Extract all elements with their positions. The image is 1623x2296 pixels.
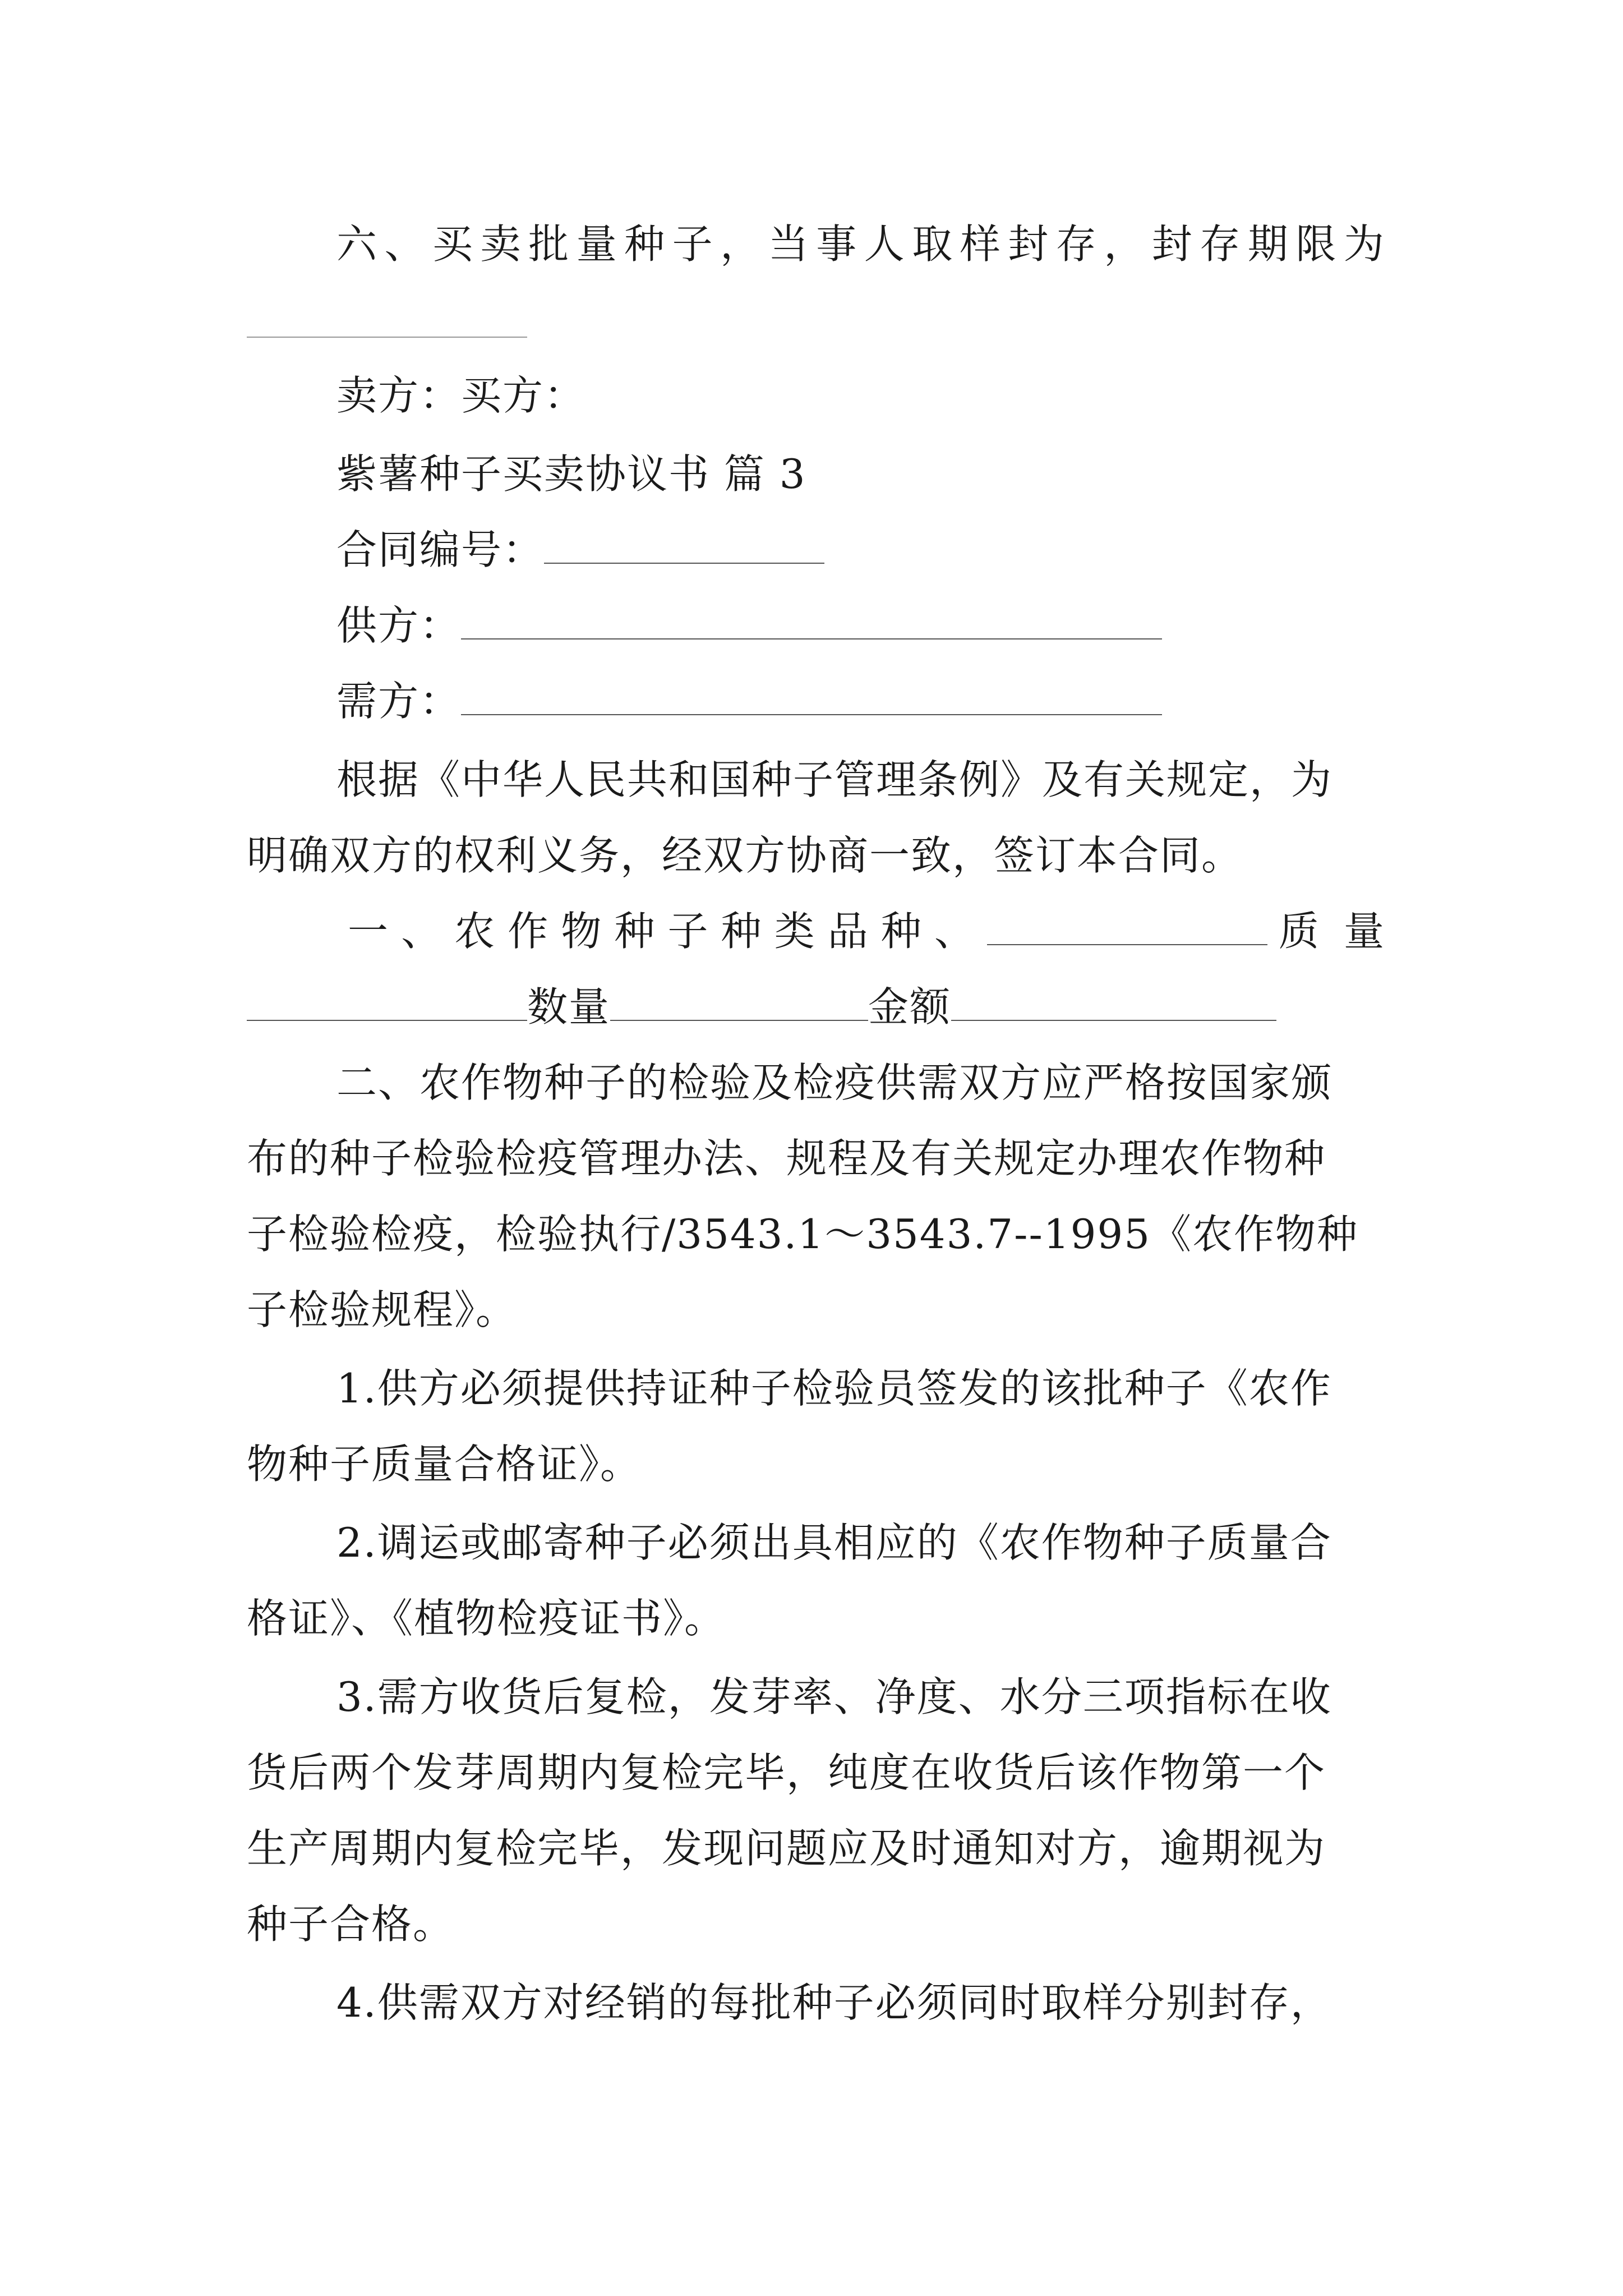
item-two-line-2: 布的种子检验检疫管理办法、规程及有关规定办理农作物种 — [247, 1135, 1326, 1182]
point-three-line-2: 货后两个发芽周期内复检完毕，纯度在收货后该作物第一个 — [247, 1749, 1326, 1796]
basis-paragraph-line-1: 根据《中华人民共和国种子管理条例》及有关规定，为 — [336, 756, 1333, 803]
item-one-char: 品 — [827, 908, 869, 955]
point-four-line-1: 4.供需双方对经销的每批种子必须同时取样分别封存， — [336, 1979, 1332, 2026]
contract-number-blank[interactable] — [544, 522, 824, 564]
clause-six-char: 子 — [672, 220, 714, 268]
point-three-line-1: 3.需方收货后复检，发芽率、净度、水分三项指标在收 — [336, 1673, 1332, 1720]
quality-char: 质 — [1279, 908, 1321, 955]
item-one-text — [348, 903, 976, 959]
clause-six-char: 存 — [1200, 220, 1242, 268]
item-one-char: 一 — [348, 908, 390, 955]
item-one-char: 种 — [721, 908, 763, 955]
quality-blank[interactable] — [247, 979, 527, 1021]
seller-buyer-line: 卖方：买方： — [336, 372, 586, 419]
point-two-line-2: 格证》、《植物检疫证书》。 — [247, 1595, 726, 1642]
clause-six-char: 存 — [1055, 220, 1098, 268]
item-two-line-1: 二、农作物种子的检验及检疫供需双方应严格按国家颁 — [336, 1059, 1333, 1106]
section-title: 紫薯种子买卖协议书 篇 3 — [336, 450, 806, 498]
item-one-char: 子 — [667, 908, 709, 955]
clause-six-char: 买 — [432, 220, 474, 268]
quality-char: 量 — [1343, 908, 1385, 955]
clause-six-char: 卖 — [480, 220, 522, 268]
point-one-line-2: 物种子质量合格证》。 — [247, 1441, 642, 1488]
amount-blank[interactable] — [951, 979, 1276, 1021]
clause-six-char: 取 — [912, 220, 954, 268]
item-two-line-3: 子检验检疫，检验执行/3543.1～3543.7--1995《农作物种 — [247, 1211, 1359, 1258]
contract-number-line — [336, 522, 1385, 578]
item-one-line-1 — [348, 903, 1385, 959]
supplier-label: 供方： — [336, 602, 462, 649]
item-one-char: 物 — [561, 908, 603, 955]
point-two-line-1: 2.调运或邮寄种子必须出具相应的《农作物种子质量合 — [336, 1519, 1332, 1566]
seal-period-blank — [247, 337, 527, 338]
item-one-variety-blank[interactable] — [987, 904, 1267, 945]
buyer-label: 需方： — [336, 678, 462, 725]
contract-number-label: 合同编号： — [336, 526, 545, 573]
clause-six-char: 量 — [576, 220, 618, 268]
item-one-char: 农 — [454, 908, 496, 955]
clause-six-char: ， — [1104, 220, 1146, 268]
clause-six-char: 封 — [1151, 220, 1193, 268]
point-three-line-3: 生产周期内复检完毕，发现问题应及时通知对方，逾期视为 — [247, 1825, 1326, 1872]
quality-label — [1279, 903, 1385, 959]
clause-six-char: ， — [720, 220, 762, 268]
item-one-char: 种 — [614, 908, 656, 955]
point-one-line-1: 1.供方必须提供持证种子检验员签发的该批种子《农作 — [336, 1365, 1332, 1412]
point-three-line-4: 种子合格。 — [247, 1901, 455, 1948]
clause-six-char: 限 — [1295, 220, 1338, 268]
clause-six-char: 、 — [384, 220, 426, 268]
item-one-char: 、 — [401, 908, 443, 955]
item-one-char: 类 — [774, 908, 816, 955]
clause-six-char: 种 — [624, 220, 666, 268]
clause-six-char: 事 — [816, 220, 858, 268]
clause-six-char: 为 — [1343, 220, 1385, 268]
clause-six-char: 当 — [768, 220, 810, 268]
clause-six-char: 期 — [1247, 220, 1289, 268]
buyer-line — [336, 673, 1385, 729]
amount-label: 金额 — [868, 983, 952, 1030]
supplier-blank[interactable] — [461, 598, 1162, 639]
quantity-blank[interactable] — [610, 979, 868, 1021]
clause-six-char: 封 — [1008, 220, 1050, 268]
quantity-label: 数量 — [527, 983, 611, 1030]
clause-six-char: 六 — [336, 220, 379, 268]
supplier-line — [336, 597, 1385, 654]
item-one-char: 作 — [508, 908, 550, 955]
clause-six-char: 批 — [528, 220, 570, 268]
buyer-blank[interactable] — [461, 674, 1162, 715]
item-one-char: 种 — [880, 908, 923, 955]
item-one-char: 、 — [934, 908, 976, 955]
clause-six-line — [336, 216, 1385, 272]
item-one-line-2 — [247, 979, 1385, 1035]
basis-paragraph-line-2: 明确双方的权利义务，经双方协商一致，签订本合同。 — [247, 832, 1243, 879]
item-two-line-4: 子检验规程》。 — [247, 1286, 518, 1333]
clause-six-char: 样 — [960, 220, 1002, 268]
clause-six-char: 人 — [864, 220, 906, 268]
